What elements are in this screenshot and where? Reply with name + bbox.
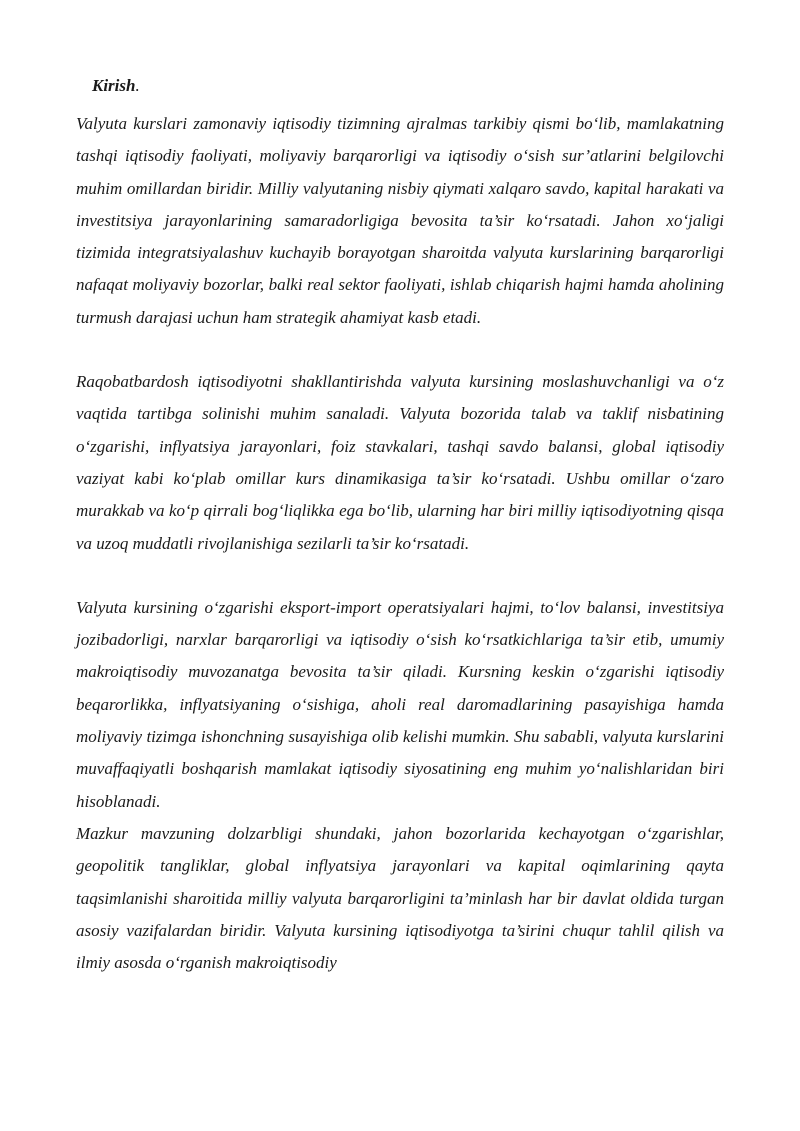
- paragraph-1: Valyuta kurslari zamonaviy iqtisodiy tizimning ajralmas tarkibiy qismi bo‘lib, mamlakatning tashqi iqtisodiy faoliyati, moliyaviy barqarorligi va iqtisodiy o‘sish sur’atlarini belgilovchi muhim omillardan biridir. Milliy valyutaning nisbiy qiymati xalqaro savdo, kapital harakati va investitsiya jarayonlarining samaradorligiga bevosita ta’sir ko‘rsatadi. Jahon xo‘jaligi tizimida integratsiyalashuv kuchayib borayotgan sharoitda valyuta kurslarining barqarorligi nafaqat moliyaviy bozorlar, balki real sektor faoliyati, ishlab chiqarish hajmi hamda aholining turmush darajasi uchun ham strategik ahamiyat kasb etadi.: [76, 114, 724, 327]
- paragraph-gap: [76, 334, 724, 366]
- section-heading-punct: .: [135, 76, 140, 95]
- paragraph-gap: [76, 560, 724, 592]
- section-heading-text: Kirish: [92, 76, 136, 95]
- paragraph-4: Mazkur mavzuning dolzarbligi shundaki, jahon bozorlarida kechayotgan o‘zgarishlar, geopolitik tangliklar, global inflyatsiya jarayonlari va kapital oqimlarining qayta taqsimlanishi sharoitida milliy valyuta barqarorligini ta’minlash har bir davlat oldida turgan asosiy vazifalardan biridir. Valyuta kursining iqtisodiyotga ta’sirini chuqur tahlil qilish va ilmiy asosda o‘rganish makroiqtisodiy: [76, 823, 724, 973]
- section-heading: [92, 74, 724, 98]
- paragraph-3: Valyuta kursining o‘zgarishi eksport-import operatsiyalari hajmi, to‘lov balansi, investitsiya jozibadorligi, narxlar barqarorligi va iqtisodiy o‘sish ko‘rsatkichlariga ta’sir etib, umumiy makroiqtisodiy muvozanatga bevosita ta’sir qiladi. Kursning keskin o‘zgarishi iqtisodiy beqarorlikka, inflyatsiyaning o‘sishiga, aholi real daromadlarining pasayishiga hamda moliyaviy tizimga ishonchning susayishiga olib kelishi mumkin. Shu sababli, valyuta kurslarini muvaffaqiyatli boshqarish mamlakat iqtisodiy siyosatining eng muhim yo‘nalishlaridan biri hisoblanadi.: [76, 597, 724, 811]
- paragraph-2: Raqobatbardosh iqtisodiyotni shakllantirishda valyuta kursining moslashuvchanligi va o‘z vaqtida tartibga solinishi muhim sanaladi. Valyuta bozorida talab va taklif nisbatining o‘zgarishi, inflyatsiya jarayonlari, foiz stavkalari, tashqi savdo balansi, global iqtisodiy vaziyat kabi ko‘plab omillar kurs dinamikasiga ta’sir ko‘rsatadi. Ushbu omillar o‘zaro murakkab va ko‘p qirrali bog‘liqlikka ega bo‘lib, ularning har biri milliy iqtisodiyotning qisqa va uzoq muddatli rivojlanishiga sezilarli ta’sir ko‘rsatadi.: [76, 372, 724, 553]
